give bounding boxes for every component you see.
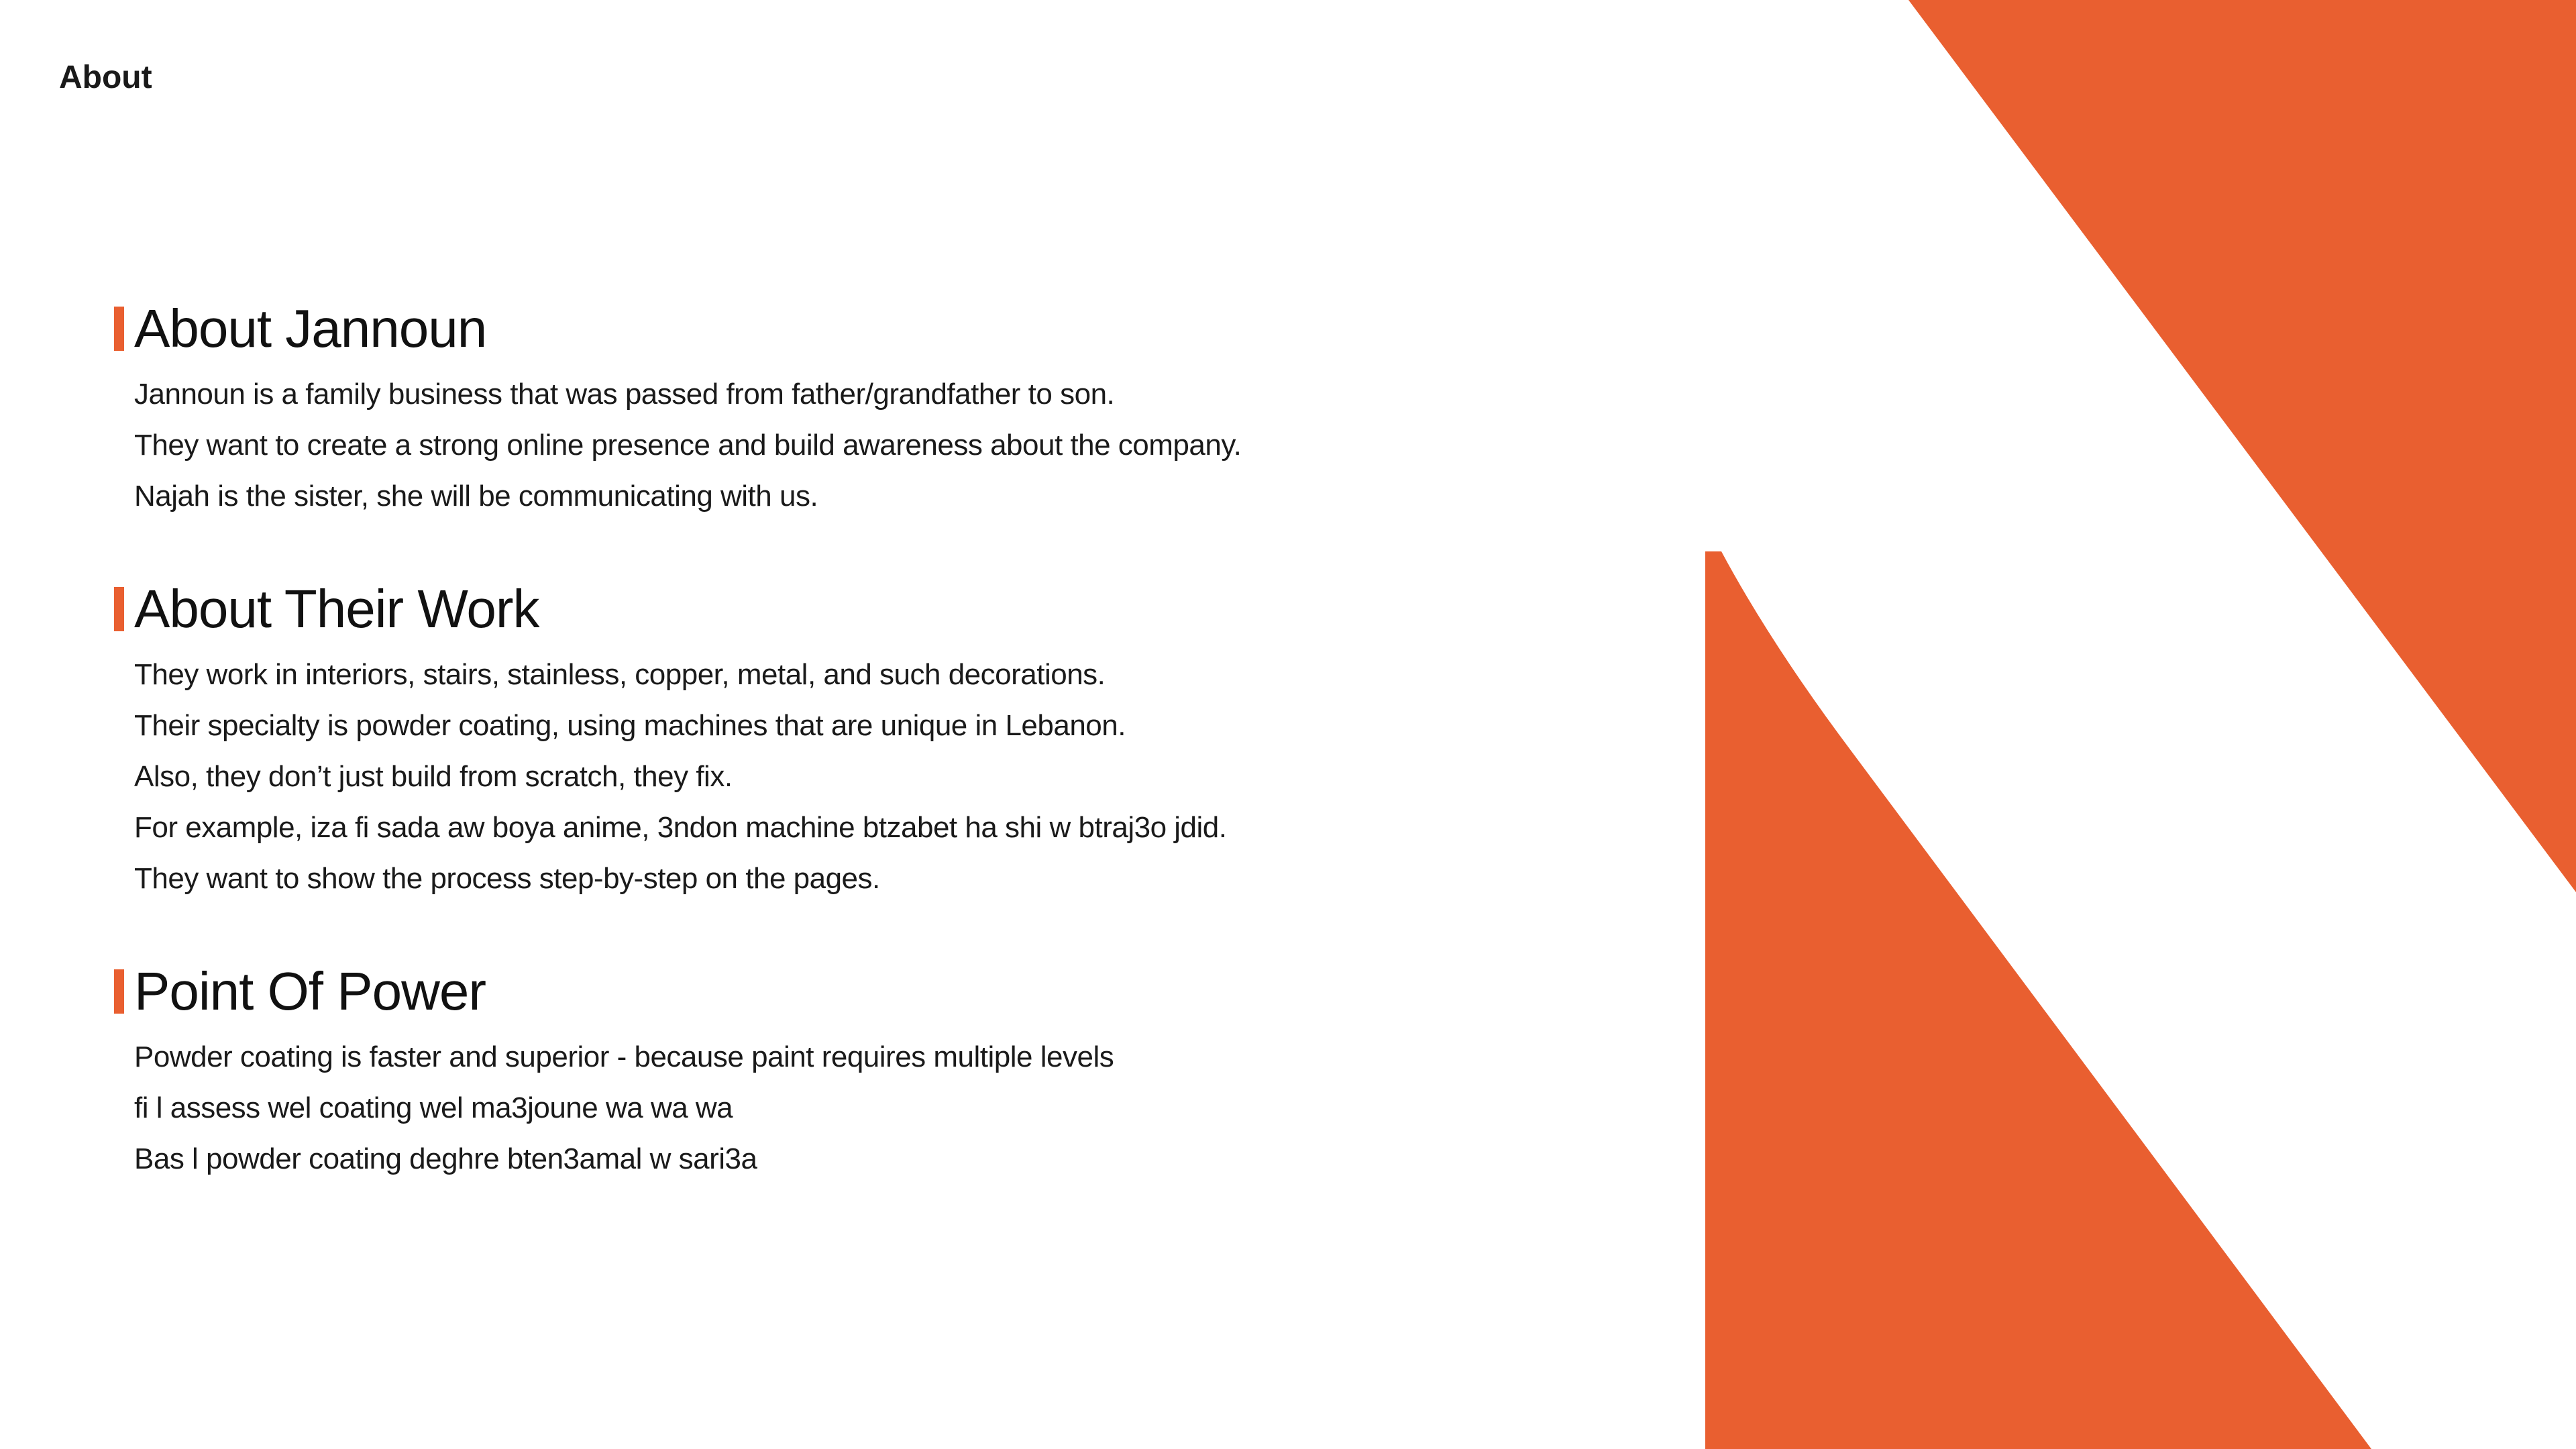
slide-label: About xyxy=(59,60,152,95)
section-line: Their specialty is powder coating, using machines that are unique in Lebanon. xyxy=(134,709,1126,742)
top-right-diagonal-shape xyxy=(1909,0,2576,892)
section-title: Point Of Power xyxy=(134,961,486,1021)
section-line: For example, iza fi sada aw boya anime, 3ndon machine btzabet ha shi w btraj3o jdid. xyxy=(134,811,1227,844)
section-line: Powder coating is faster and superior - because paint requires multiple levels xyxy=(134,1040,1114,1073)
section-line: Bas l powder coating deghre bten3amal w sari3a xyxy=(134,1142,757,1175)
section-line: fi l assess wel coating wel ma3joune wa wa wa xyxy=(134,1091,733,1124)
content-area xyxy=(114,288,1590,1232)
heading-accent-bar xyxy=(114,587,124,631)
heading-accent-bar xyxy=(114,969,124,1014)
heading-accent-bar xyxy=(114,307,124,351)
section-line: They want to create a strong online presence and build awareness about the company. xyxy=(134,429,1242,462)
section-line: Najah is the sister, she will be communicating with us. xyxy=(134,480,818,513)
section-heading xyxy=(114,569,1590,649)
section-line: Also, they don’t just build from scratch, they fix. xyxy=(134,760,733,793)
section-title: About Jannoun xyxy=(134,299,487,358)
section-heading xyxy=(114,951,1590,1032)
section-about-their-work xyxy=(114,569,1590,904)
bottom-right-curved-shape xyxy=(1705,551,2371,1449)
section-point-of-power xyxy=(114,951,1590,1185)
section-line: They work in interiors, stairs, stainless, copper, metal, and such decorations. xyxy=(134,658,1106,691)
section-lines xyxy=(114,649,1590,904)
section-about-jannoun xyxy=(114,288,1590,522)
section-title: About Their Work xyxy=(134,579,539,639)
section-lines xyxy=(114,1032,1590,1185)
section-line: They want to show the process step-by-step on the pages. xyxy=(134,862,880,895)
section-lines xyxy=(114,369,1590,522)
section-heading xyxy=(114,288,1590,369)
section-line: Jannoun is a family business that was passed from father/grandfather to son. xyxy=(134,378,1115,411)
